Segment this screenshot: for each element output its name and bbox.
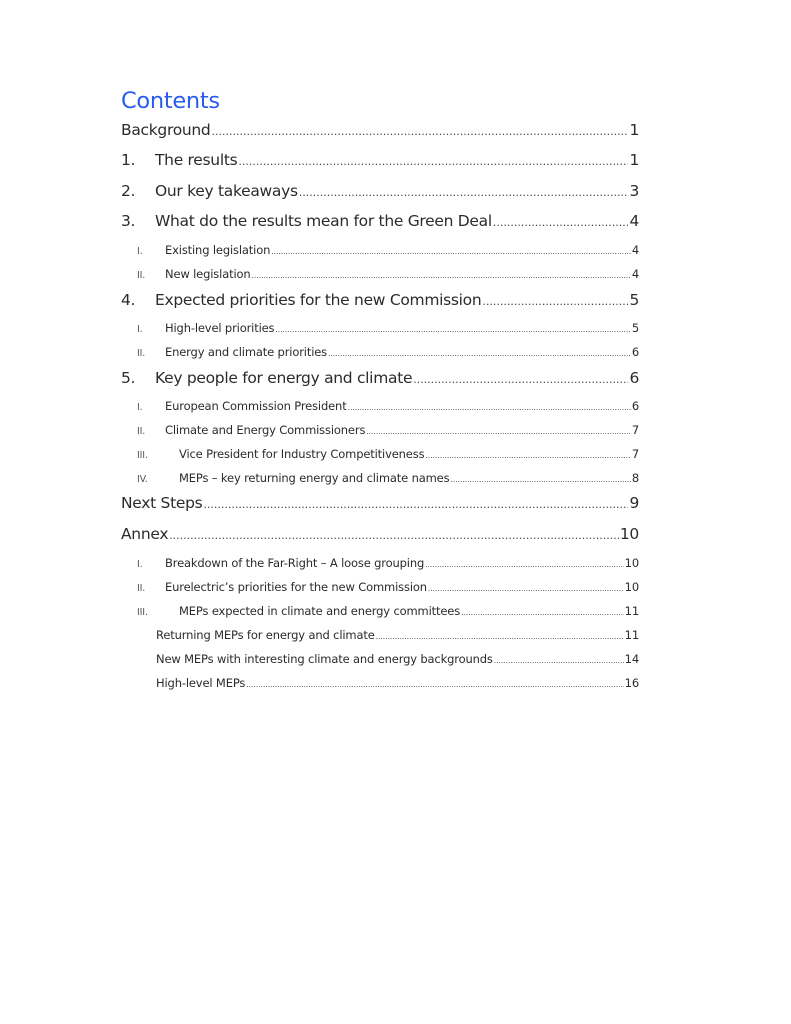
dot-leader: [238, 155, 628, 168]
toc-entry-page: 11: [624, 604, 639, 618]
toc-entry-page: 10: [619, 525, 639, 543]
toc-entry-expected-priorities[interactable]: [121, 291, 639, 309]
toc-entry-commissioners[interactable]: [121, 423, 639, 437]
dot-leader: [271, 247, 631, 256]
dot-leader: [413, 373, 628, 386]
toc-entry-the-results[interactable]: [121, 151, 639, 169]
dot-leader: [246, 680, 623, 689]
toc-entry-label: Returning MEPs for energy and climate: [156, 628, 375, 642]
toc-entry-page: 1: [629, 151, 639, 169]
dot-leader: [493, 216, 629, 229]
toc-entry-label: Energy and climate priorities: [165, 345, 328, 359]
toc-entry-page: 5: [631, 321, 639, 335]
toc-entry-page: 8: [631, 471, 639, 485]
toc-entry-number: III.: [137, 607, 148, 618]
toc-entry-label: High-level MEPs: [156, 676, 246, 690]
toc-entry-label: New legislation: [165, 267, 251, 281]
toc-entry-label: Breakdown of the Far-Right – A loose grouping: [165, 556, 425, 570]
toc-entry-meps-committees[interactable]: [121, 604, 639, 618]
dot-leader: [494, 656, 624, 665]
dot-leader: [299, 186, 629, 199]
dot-leader: [203, 498, 628, 511]
toc-entry-existing-legislation[interactable]: [121, 243, 639, 257]
dot-leader: [425, 451, 630, 460]
toc-entry-label: MEPs – key returning energy and climate names: [179, 471, 450, 485]
toc-entry-label: The results: [155, 151, 238, 169]
toc-entry-annex[interactable]: [121, 525, 639, 543]
toc-entry-number: 3.: [121, 212, 136, 230]
toc-entry-page: 6: [629, 369, 639, 387]
toc-entry-label: Annex: [121, 525, 169, 543]
toc-entry-number: 1.: [121, 151, 136, 169]
dot-leader: [252, 271, 631, 280]
toc-entry-page: 6: [631, 399, 639, 413]
toc-entry-green-deal[interactable]: [121, 212, 639, 230]
toc-entry-page: 4: [631, 243, 639, 257]
dot-leader: [169, 529, 619, 542]
toc-entry-number: II.: [137, 583, 146, 594]
toc-entry-page: 7: [631, 447, 639, 461]
toc-entry-number: II.: [137, 270, 146, 281]
toc-entry-page: 4: [629, 212, 639, 230]
toc-entry-number: II.: [137, 426, 146, 437]
toc-entry-commission-president[interactable]: [121, 399, 639, 413]
toc-entry-vice-president[interactable]: [121, 447, 639, 461]
toc-entry-number: I.: [137, 324, 143, 335]
toc-entry-label: Vice President for Industry Competitiveness: [179, 447, 425, 461]
toc-entry-label: Background: [121, 121, 211, 139]
toc-entry-number: I.: [137, 402, 143, 413]
toc-entry-high-level-priorities[interactable]: [121, 321, 639, 335]
toc-entry-page: 10: [624, 580, 639, 594]
toc-entry-label: European Commission President: [165, 399, 347, 413]
toc-entry-number: I.: [137, 559, 143, 570]
dot-leader: [211, 125, 628, 138]
toc-entry-page: 9: [629, 494, 639, 512]
toc-entry-label: Next Steps: [121, 494, 203, 512]
toc-entry-number: 5.: [121, 369, 136, 387]
toc-entry-far-right[interactable]: [121, 556, 639, 570]
toc-entry-label: Key people for energy and climate: [155, 369, 413, 387]
toc-entry-page: 7: [631, 423, 639, 437]
toc-entry-page: 14: [624, 652, 639, 666]
toc-entry-number: 4.: [121, 291, 136, 309]
dot-leader: [366, 427, 631, 436]
toc-entry-page: 1: [629, 121, 639, 139]
toc-title: Contents: [121, 88, 220, 114]
toc-entry-background[interactable]: [121, 121, 639, 139]
toc-entry-page: 4: [631, 267, 639, 281]
toc-entry-page: 5: [629, 291, 639, 309]
toc-entry-page: 3: [629, 182, 639, 200]
toc-entry-eurelectric-priorities[interactable]: [121, 580, 639, 594]
toc-entry-label: High-level priorities: [165, 321, 275, 335]
toc-entry-number: IV.: [137, 474, 148, 485]
toc-entry-label: Expected priorities for the new Commission: [155, 291, 482, 309]
toc-entry-new-legislation[interactable]: [121, 267, 639, 281]
toc-entry-number: III.: [137, 450, 148, 461]
toc-entry-label: Existing legislation: [165, 243, 271, 257]
toc-entry-page: 16: [624, 676, 639, 690]
toc-entry-meps-returning[interactable]: [121, 471, 639, 485]
toc-entry-label: Eurelectric’s priorities for the new Commission: [165, 580, 427, 594]
dot-leader: [461, 608, 624, 617]
dot-leader: [428, 584, 624, 593]
dot-leader: [376, 632, 624, 641]
toc-entry-key-people[interactable]: [121, 369, 639, 387]
toc-entry-number: I.: [137, 246, 143, 257]
toc-entry-page: 10: [624, 556, 639, 570]
toc-entry-label: Climate and Energy Commissioners: [165, 423, 366, 437]
dot-leader: [275, 325, 630, 334]
toc-entry-number: 2.: [121, 182, 136, 200]
dot-leader: [328, 349, 631, 358]
dot-leader: [450, 475, 630, 484]
dot-leader: [482, 295, 628, 308]
toc-entry-label: What do the results mean for the Green Deal: [155, 212, 492, 230]
toc-entry-label: Our key takeaways: [155, 182, 298, 200]
toc-entry-page: 11: [624, 628, 639, 642]
toc-entry-label: MEPs expected in climate and energy committees: [179, 604, 461, 618]
toc-entry-energy-climate-priorities[interactable]: [121, 345, 639, 359]
toc-entry-page: 6: [631, 345, 639, 359]
toc-entry-high-level-meps[interactable]: [156, 676, 639, 690]
dot-leader: [425, 560, 624, 569]
toc-entry-returning-meps[interactable]: [156, 628, 639, 642]
toc-entry-label: New MEPs with interesting climate and energy backgrounds: [156, 652, 493, 666]
toc-entry-key-takeaways[interactable]: [121, 182, 639, 200]
dot-leader: [348, 403, 631, 412]
toc-entry-next-steps[interactable]: [121, 494, 639, 512]
toc-entry-number: II.: [137, 348, 146, 359]
toc-entry-new-meps[interactable]: [156, 652, 639, 666]
